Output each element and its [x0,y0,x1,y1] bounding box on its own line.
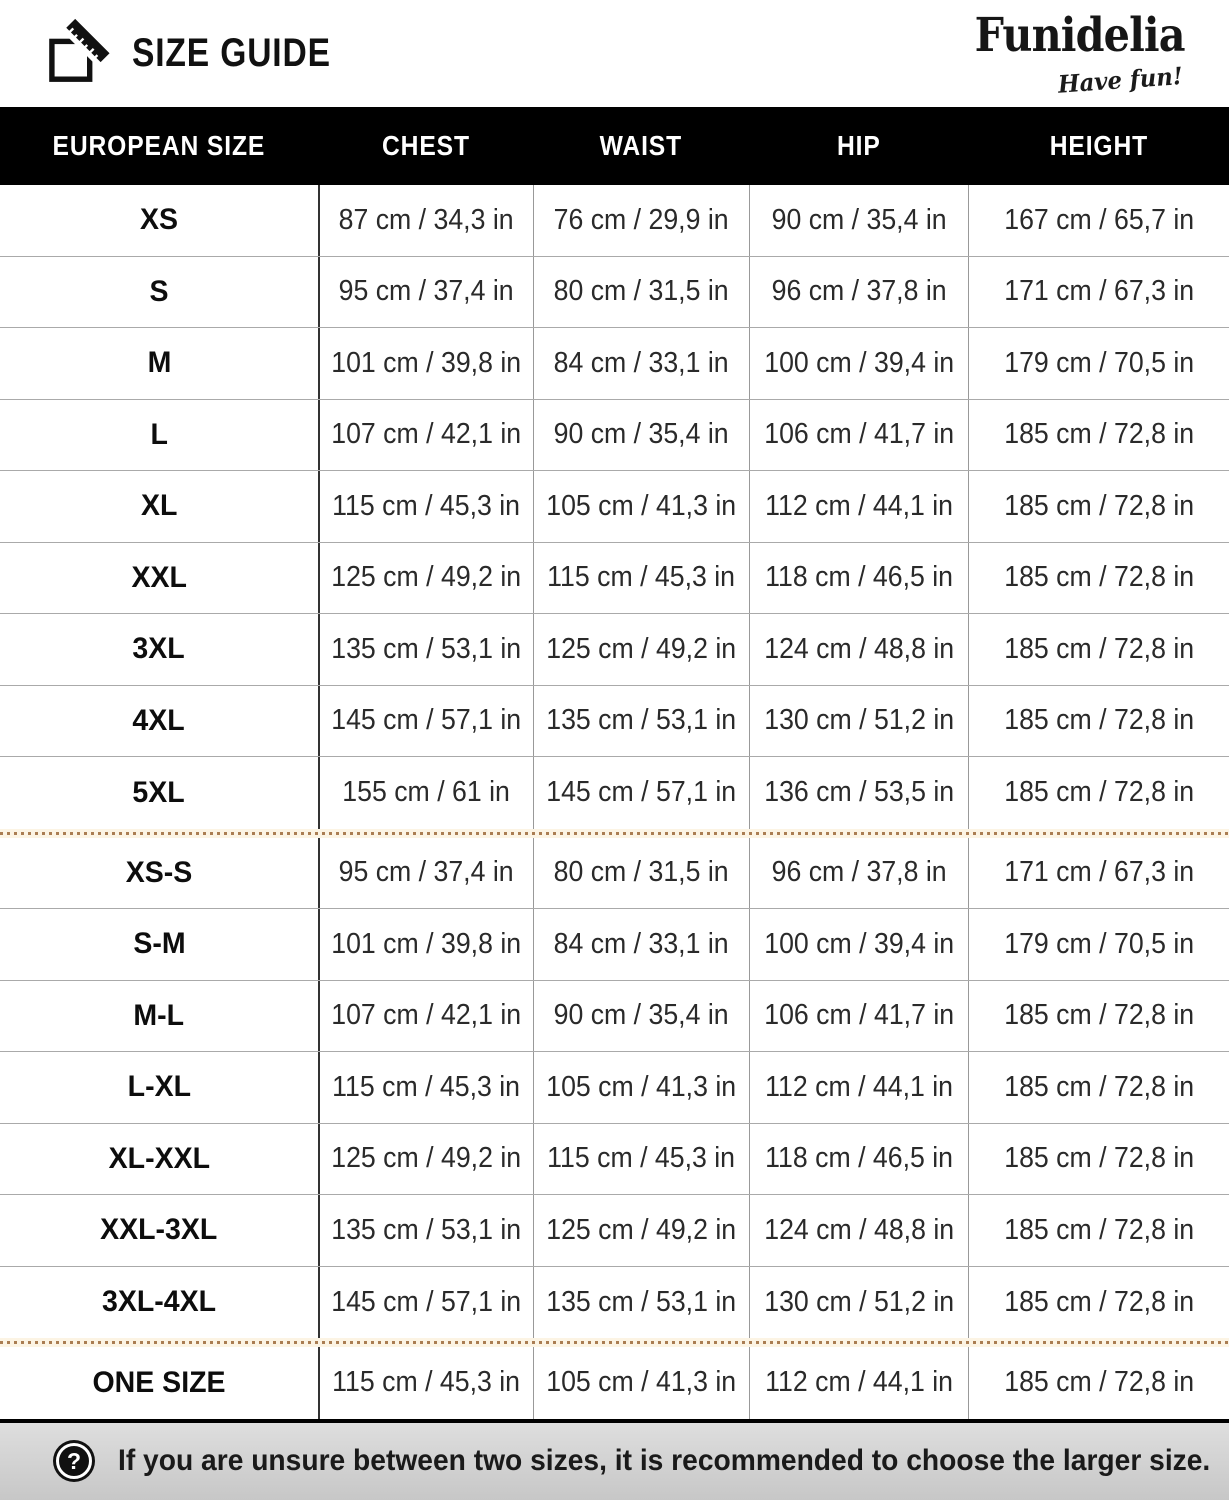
waist-cell [533,981,749,1052]
ruler-box-icon [42,18,114,90]
table-row [0,838,1229,910]
measurement-value: 185 cm / 72,8 in [1004,704,1194,737]
size-label: S-M [132,927,186,961]
chest-cell [318,1124,533,1195]
table-row [0,185,1229,257]
waist-cell [533,1347,749,1419]
measurement-value: 106 cm / 41,7 in [764,999,954,1032]
table-row [0,757,1229,829]
measurement-value: 155 cm / 61 in [342,776,511,809]
measurement-value: 90 cm / 35,4 in [553,418,730,451]
size-label: XXL [131,560,187,594]
size-cell [0,1052,318,1123]
dotted-separator [0,829,1229,838]
measurement-value: 106 cm / 41,7 in [764,418,954,451]
waist-cell [533,838,749,909]
column-header-label: EUROPEAN SIZE [52,130,266,161]
waist-cell [533,1052,749,1123]
measurement-value: 95 cm / 37,4 in [338,275,515,308]
column-header [968,107,1229,185]
measurement-value: 96 cm / 37,8 in [771,275,947,308]
table-row [0,614,1229,686]
table-row [0,1267,1229,1339]
hip-cell [749,981,968,1052]
measurement-value: 105 cm / 41,3 in [546,1366,737,1399]
table-row [0,909,1229,981]
measurement-value: 101 cm / 39,8 in [331,927,522,960]
measurement-value: 185 cm / 72,8 in [1004,561,1194,594]
dotted-separator [0,1338,1229,1347]
size-guide-table [0,107,1229,1419]
measurement-value: 80 cm / 31,5 in [553,275,730,308]
size-label: XS [139,203,179,237]
waist-cell [533,471,749,542]
measurement-value: 130 cm / 51,2 in [764,704,954,737]
chest-cell [318,1267,533,1339]
waist-cell [533,1195,749,1266]
height-cell [968,838,1229,909]
brand-logo [946,7,1185,99]
top-bar [0,0,1229,107]
height-cell [968,257,1229,328]
waist-cell [533,686,749,757]
height-cell [968,1124,1229,1195]
measurement-value: 185 cm / 72,8 in [1004,1142,1194,1175]
chest-cell [318,1195,533,1266]
table-row [0,471,1229,543]
table-row [0,1124,1229,1196]
measurement-value: 100 cm / 39,4 in [764,346,954,379]
table-body [0,185,1229,1419]
chest-cell [318,909,533,980]
measurement-value: 135 cm / 53,1 in [331,1213,522,1246]
column-header [0,107,318,185]
chest-cell [318,400,533,471]
table-row [0,1347,1229,1419]
chest-cell [318,543,533,614]
size-label: L [150,417,168,451]
measurement-value: 185 cm / 72,8 in [1004,1070,1194,1103]
height-cell [968,614,1229,685]
measurement-value: 87 cm / 34,3 in [338,203,515,236]
hip-cell [749,1347,968,1419]
chest-cell [318,1347,533,1419]
measurement-value: 105 cm / 41,3 in [546,1070,737,1103]
size-label: M [147,346,171,380]
table-row [0,328,1229,400]
note-bar [0,1419,1229,1500]
table-row [0,543,1229,615]
hip-cell [749,185,968,256]
size-cell [0,909,318,980]
size-label: M-L [133,998,185,1032]
chest-cell [318,838,533,909]
size-cell [0,1267,318,1339]
height-cell [968,471,1229,542]
measurement-value: 179 cm / 70,5 in [1004,927,1194,960]
table-row [0,257,1229,329]
hip-cell [749,328,968,399]
chest-cell [318,328,533,399]
measurement-value: 185 cm / 72,8 in [1004,1366,1194,1399]
size-cell [0,1124,318,1195]
measurement-value: 115 cm / 45,3 in [547,1142,736,1175]
svg-text:?: ? [66,1448,82,1475]
size-cell [0,757,318,829]
measurement-value: 185 cm / 72,8 in [1004,489,1194,522]
measurement-value: 130 cm / 51,2 in [764,1285,954,1318]
measurement-value: 135 cm / 53,1 in [546,1285,737,1318]
size-cell [0,257,318,328]
column-header-label: WAIST [599,130,683,161]
measurement-value: 112 cm / 44,1 in [765,1070,953,1103]
size-label: ONE SIZE [92,1365,226,1399]
column-header [318,107,533,185]
waist-cell [533,1124,749,1195]
measurement-value: 145 cm / 57,1 in [331,1285,522,1318]
height-cell [968,1195,1229,1266]
hip-cell [749,400,968,471]
measurement-value: 145 cm / 57,1 in [331,704,522,737]
hip-cell [749,471,968,542]
measurement-value: 90 cm / 35,4 in [771,203,947,236]
hip-cell [749,1267,968,1339]
size-label: XL-XXL [108,1141,210,1175]
height-cell [968,757,1229,829]
column-header [533,107,749,185]
measurement-value: 167 cm / 65,7 in [1004,203,1194,236]
measurement-value: 124 cm / 48,8 in [764,632,954,665]
measurement-value: 185 cm / 72,8 in [1004,776,1194,809]
measurement-value: 171 cm / 67,3 in [1004,856,1194,889]
size-label: 4XL [132,703,186,737]
measurement-value: 101 cm / 39,8 in [331,346,522,379]
chest-cell [318,614,533,685]
measurement-value: 95 cm / 37,4 in [338,856,515,889]
chest-cell [318,1052,533,1123]
measurement-value: 185 cm / 72,8 in [1004,1285,1194,1318]
column-header-label: HEIGHT [1049,130,1148,161]
column-header-label: HIP [836,130,881,161]
measurement-value: 135 cm / 53,1 in [331,632,522,665]
measurement-value: 136 cm / 53,5 in [764,776,954,809]
measurement-value: 118 cm / 46,5 in [765,1142,953,1175]
size-cell [0,1347,318,1419]
measurement-value: 115 cm / 45,3 in [547,561,736,594]
hip-cell [749,614,968,685]
hip-cell [749,543,968,614]
measurement-value: 96 cm / 37,8 in [771,856,947,889]
measurement-value: 125 cm / 49,2 in [331,1142,522,1175]
note-text: If you are unsure between two sizes, it is recommended to choose the larger size. [118,1444,1211,1478]
hip-cell [749,1124,968,1195]
size-cell [0,328,318,399]
waist-cell [533,543,749,614]
measurement-value: 107 cm / 42,1 in [331,999,522,1032]
measurement-value: 84 cm / 33,1 in [553,927,730,960]
size-label: S [149,274,169,308]
measurement-value: 185 cm / 72,8 in [1004,632,1194,665]
size-cell [0,981,318,1052]
waist-cell [533,909,749,980]
hip-cell [749,257,968,328]
measurement-value: 179 cm / 70,5 in [1004,346,1194,379]
height-cell [968,686,1229,757]
column-header-label: CHEST [381,130,470,161]
brand-tagline: Have fun! [1057,60,1185,99]
measurement-value: 80 cm / 31,5 in [553,856,730,889]
waist-cell [533,328,749,399]
table-header-row [0,107,1229,185]
page-title: SIZE GUIDE [132,31,331,75]
chest-cell [318,471,533,542]
height-cell [968,909,1229,980]
measurement-value: 171 cm / 67,3 in [1004,275,1194,308]
measurement-value: 185 cm / 72,8 in [1004,1213,1194,1246]
measurement-value: 185 cm / 72,8 in [1004,999,1194,1032]
size-label: XXL-3XL [100,1213,218,1247]
table-row [0,1052,1229,1124]
table-row [0,1195,1229,1267]
measurement-value: 125 cm / 49,2 in [331,561,522,594]
hip-cell [749,1195,968,1266]
waist-cell [533,185,749,256]
waist-cell [533,257,749,328]
measurement-value: 115 cm / 45,3 in [332,1070,521,1103]
size-label: L-XL [127,1070,191,1104]
measurement-value: 135 cm / 53,1 in [546,704,737,737]
measurement-value: 124 cm / 48,8 in [764,1213,954,1246]
measurement-value: 112 cm / 44,1 in [765,1366,953,1399]
table-row [0,686,1229,758]
column-header [749,107,968,185]
size-label: XL [140,489,178,523]
height-cell [968,328,1229,399]
size-cell [0,471,318,542]
measurement-value: 185 cm / 72,8 in [1004,418,1194,451]
title-group [42,18,369,90]
measurement-value: 125 cm / 49,2 in [546,1213,737,1246]
measurement-value: 125 cm / 49,2 in [546,632,737,665]
measurement-value: 115 cm / 45,3 in [332,1366,521,1399]
height-cell [968,1347,1229,1419]
height-cell [968,400,1229,471]
height-cell [968,1052,1229,1123]
size-label: 5XL [132,775,186,809]
waist-cell [533,757,749,829]
hip-cell [749,757,968,829]
measurement-value: 107 cm / 42,1 in [331,418,522,451]
height-cell [968,543,1229,614]
waist-cell [533,1267,749,1339]
measurement-value: 112 cm / 44,1 in [765,489,953,522]
size-label: 3XL [132,632,186,666]
measurement-value: 115 cm / 45,3 in [332,489,521,522]
measurement-value: 145 cm / 57,1 in [546,776,737,809]
size-label: 3XL-4XL [101,1285,217,1319]
height-cell [968,185,1229,256]
brand-logo-text: Funidelia [974,7,1185,63]
table-row [0,981,1229,1053]
table-row [0,400,1229,472]
hip-cell [749,686,968,757]
chest-cell [318,686,533,757]
measurement-value: 76 cm / 29,9 in [553,203,730,236]
chest-cell [318,981,533,1052]
hip-cell [749,1052,968,1123]
hip-cell [749,909,968,980]
chest-cell [318,185,533,256]
waist-cell [533,400,749,471]
size-cell [0,1195,318,1266]
height-cell [968,981,1229,1052]
measurement-value: 84 cm / 33,1 in [553,346,730,379]
size-cell [0,838,318,909]
hip-cell [749,838,968,909]
size-label: XS-S [125,855,193,889]
height-cell [968,1267,1229,1339]
measurement-value: 105 cm / 41,3 in [546,489,737,522]
size-cell [0,400,318,471]
chest-cell [318,257,533,328]
measurement-value: 100 cm / 39,4 in [764,927,954,960]
measurement-value: 118 cm / 46,5 in [765,561,953,594]
size-cell [0,614,318,685]
measurement-value: 90 cm / 35,4 in [553,999,730,1032]
size-cell [0,686,318,757]
question-mark-icon [52,1439,96,1483]
waist-cell [533,614,749,685]
chest-cell [318,757,533,829]
size-cell [0,185,318,256]
size-cell [0,543,318,614]
